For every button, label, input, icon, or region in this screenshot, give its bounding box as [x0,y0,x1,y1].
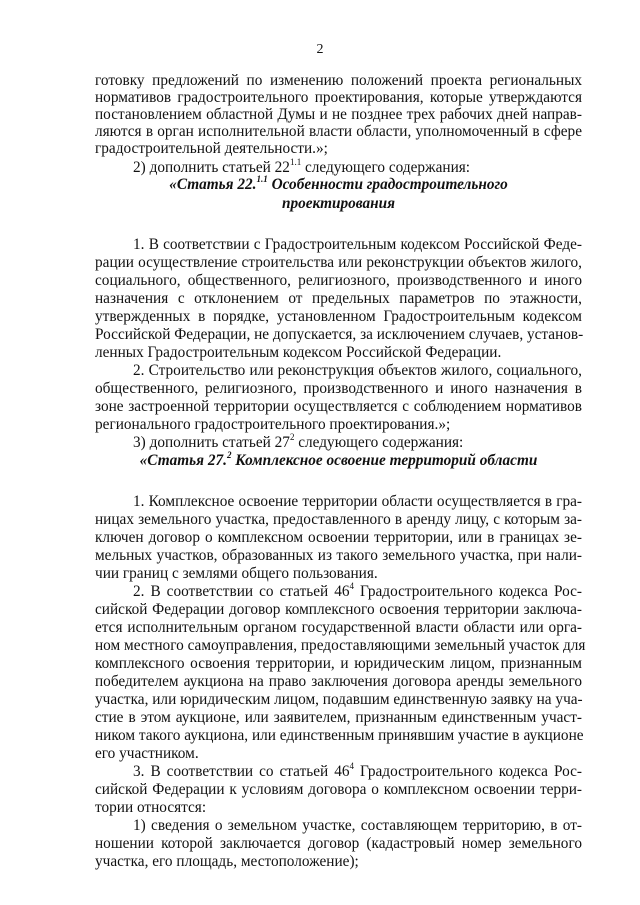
amendment-item-2: 2) дополнить статьей $22^{1.1}$ следующего содержания: [133,156,471,176]
text-line: ется исполнительным органом государственной власти области или орга- [95,619,582,636]
text-line: назначения с отклонением от предельных параметров по этажности, [95,290,582,307]
text-line: тории относятся: [95,799,207,816]
text-line: зоне застроенной территории осуществляется с соблюдением нормативов [95,398,582,415]
text-line: участка, или юридическим лицом, подавшим единственную заявку на уча- [95,691,583,708]
text-line: чии границ с землями общего пользования. [95,565,378,582]
text-line: готовку предложений по изменению положений проекта региональных [95,72,582,89]
article-heading-cont: проектирования [281,195,396,212]
text-line: ношении которой заключается договор (кадастровый номер земельного [95,835,582,852]
text-line: его участником. [95,745,199,762]
text-line: ном местного самоуправления, предоставляющими земельный участок для [95,637,586,654]
text-line: общественного, религиозного, производственного и иного назначения в [95,380,582,397]
text-line: ником такого аукциона, или единственным принявшим участие в аукционе [95,727,584,744]
text-line: ключен договор о комплексном освоении территории, или в границах зе- [95,529,582,546]
text-line: участка, его площадь, местоположение); [95,853,359,870]
text-line: утвержденных в порядке, установленном Градостроительным кодексом [95,308,582,325]
paragraph-first-line: 1. В соответствии с Градостроительным кодексом Российской Феде- [133,236,582,253]
text-line: мельных участков, образованных из такого земельного участка, при нали- [95,547,582,564]
text-line: победителем аукциона на право заключения договора аренды земельного [95,673,582,690]
text-line: сийской Федерации к условиям договора о комплексном освоении терри- [95,781,582,798]
text-line: комплексного освоения территории, и юридическим лицом, признанным [95,655,582,672]
paragraph-first-line: 3. В соответствии со статьей $46^4$ Градостроительного кодекса Рос- [133,760,582,780]
text-line: стие в этом аукционе, или заявителем, признанным единственным участ- [95,709,582,726]
text-line: постановлением областной Думы и не позднее трех рабочих дней направ- [95,106,582,123]
article-heading: «Статья 22.$^{1.1}$ Особенности градостроительного [169,173,508,193]
text-line: регионального градостроительного проектирования.»; [95,416,451,433]
amendment-item-3: 3) дополнить статьей $27^2$ следующего содержания: [133,431,464,451]
paragraph-first-line: 1) сведения о земельном участке, составляющем территорию, в от- [133,817,582,834]
text-line: рации осуществление строительства или реконструкции объектов жилого, [95,254,582,271]
text-line: социального, общественного, религиозного, производственного и иного [95,272,582,289]
text-line: ленных Градостроительным кодексом Российской Федерации. [95,344,502,361]
article-heading: «Статья 27.$^2$ Комплексное освоение территорий области [139,449,538,469]
text-line: ницах земельного участка, предоставленного в аренду лицу, с которым за- [95,511,582,528]
text-line: сийской Федерации договор комплексного освоения территории заключа- [95,601,582,618]
text-line: ляются в орган исполнительной власти области, уполномоченный в сфере [95,123,582,140]
paragraph-first-line: 2. Строительство или реконструкция объектов жилого, социального, [133,362,582,379]
text-line: градостроительной деятельности.»; [95,140,328,157]
paragraph-first-line: 1. Комплексное освоение территории области осуществляется в гра- [133,493,582,510]
text-line: нормативов градостроительного проектирования, которые утверждаются [95,89,582,106]
page-number: 2 [316,42,324,57]
text-line: Российской Федерации, не допускается, за исключением случаев, установ- [95,326,584,343]
paragraph-first-line: 2. В соответствии со статьей $46^4$ Градостроительного кодекса Рос- [133,580,582,600]
